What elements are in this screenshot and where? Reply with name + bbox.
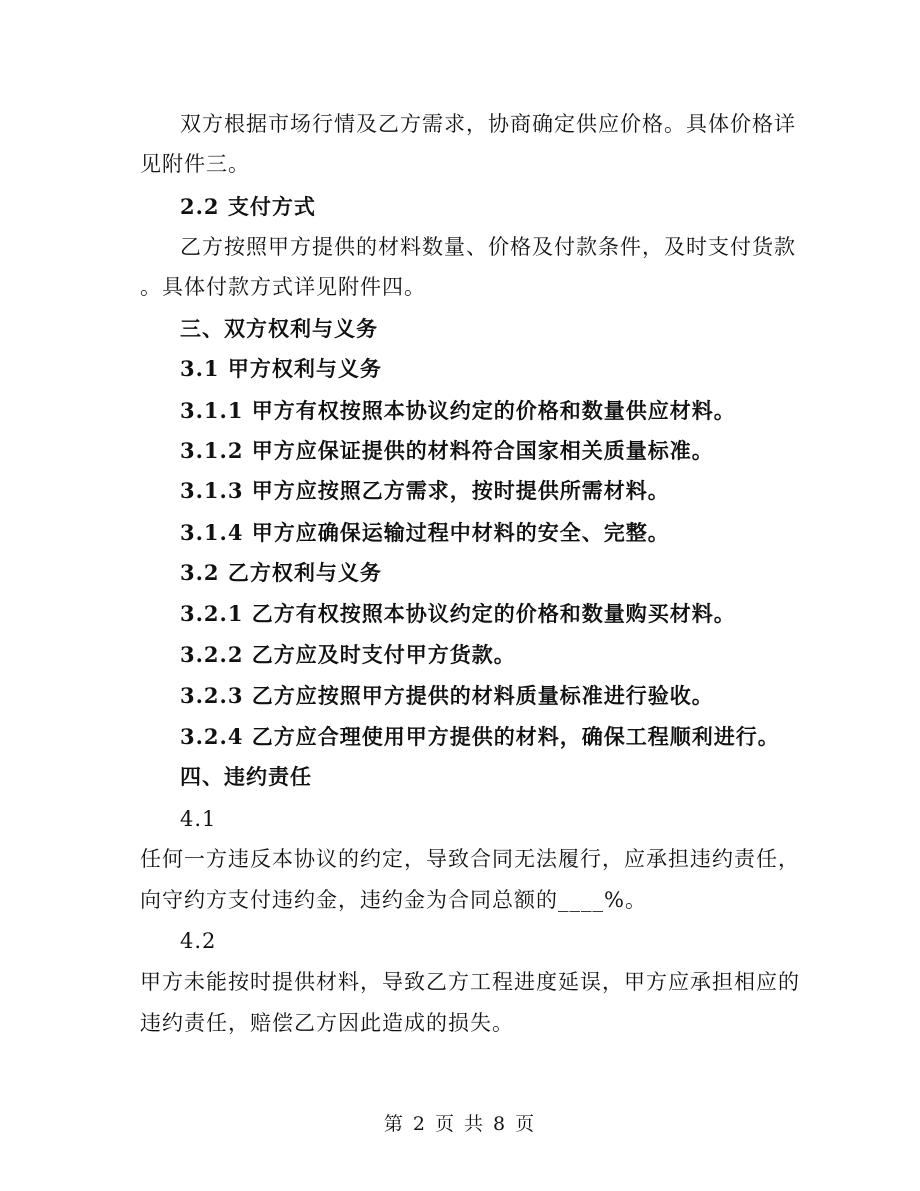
item-3-2-1: 3.2.1 乙方有权按照本协议约定的价格和数量购买材料。 (180, 601, 736, 626)
clause-4-2-line-2: 违约责任，赔偿乙方因此造成的损失。 (140, 1011, 514, 1035)
item-3-1-1: 3.1.1 甲方有权按照本协议约定的价格和数量供应材料。 (180, 398, 736, 423)
clause-4-1-number: 4.1 (180, 807, 217, 831)
payment-paragraph-line-1: 乙方按照甲方提供的材料数量、价格及付款条件，及时支付货款 (180, 235, 796, 259)
item-3-2-2: 3.2.2 乙方应及时支付甲方货款。 (180, 642, 516, 667)
item-3-2-3: 3.2.3 乙方应按照甲方提供的材料质量标准进行验收。 (180, 683, 714, 708)
payment-paragraph-line-2: 。具体付款方式详见附件四。 (140, 275, 426, 299)
heading-3-2: 3.2 乙方权利与义务 (180, 560, 382, 585)
price-paragraph-line-2: 见附件三。 (140, 152, 250, 176)
page-number-footer: 第 2 页 共 8 页 (383, 1113, 537, 1135)
clause-4-1-line-2: 向守约方支付违约金，违约金为合同总额的____%。 (140, 888, 647, 912)
heading-3-1: 3.1 甲方权利与义务 (180, 356, 382, 381)
clause-4-2-number: 4.2 (180, 929, 217, 953)
item-3-1-4: 3.1.4 甲方应确保运输过程中材料的安全、完整。 (180, 520, 670, 545)
item-3-2-4: 3.2.4 乙方应合理使用甲方提供的材料，确保工程顺利进行。 (180, 724, 780, 749)
clause-4-2-line-1: 甲方未能按时提供材料，导致乙方工程进度延误，甲方应承担相应的 (140, 970, 800, 994)
heading-2-2: 2.2 支付方式 (180, 194, 316, 219)
heading-3: 三、双方权利与义务 (180, 316, 378, 341)
price-paragraph-line-1: 双方根据市场行情及乙方需求，协商确定供应价格。具体价格详 (180, 112, 796, 136)
item-3-1-2: 3.1.2 甲方应保证提供的材料符合国家相关质量标准。 (180, 438, 714, 463)
clause-4-1-line-1: 任何一方违反本协议的约定，导致合同无法履行，应承担违约责任， (140, 847, 800, 871)
heading-4: 四、违约责任 (180, 764, 312, 789)
item-3-1-3: 3.1.3 甲方应按照乙方需求，按时提供所需材料。 (180, 478, 670, 503)
